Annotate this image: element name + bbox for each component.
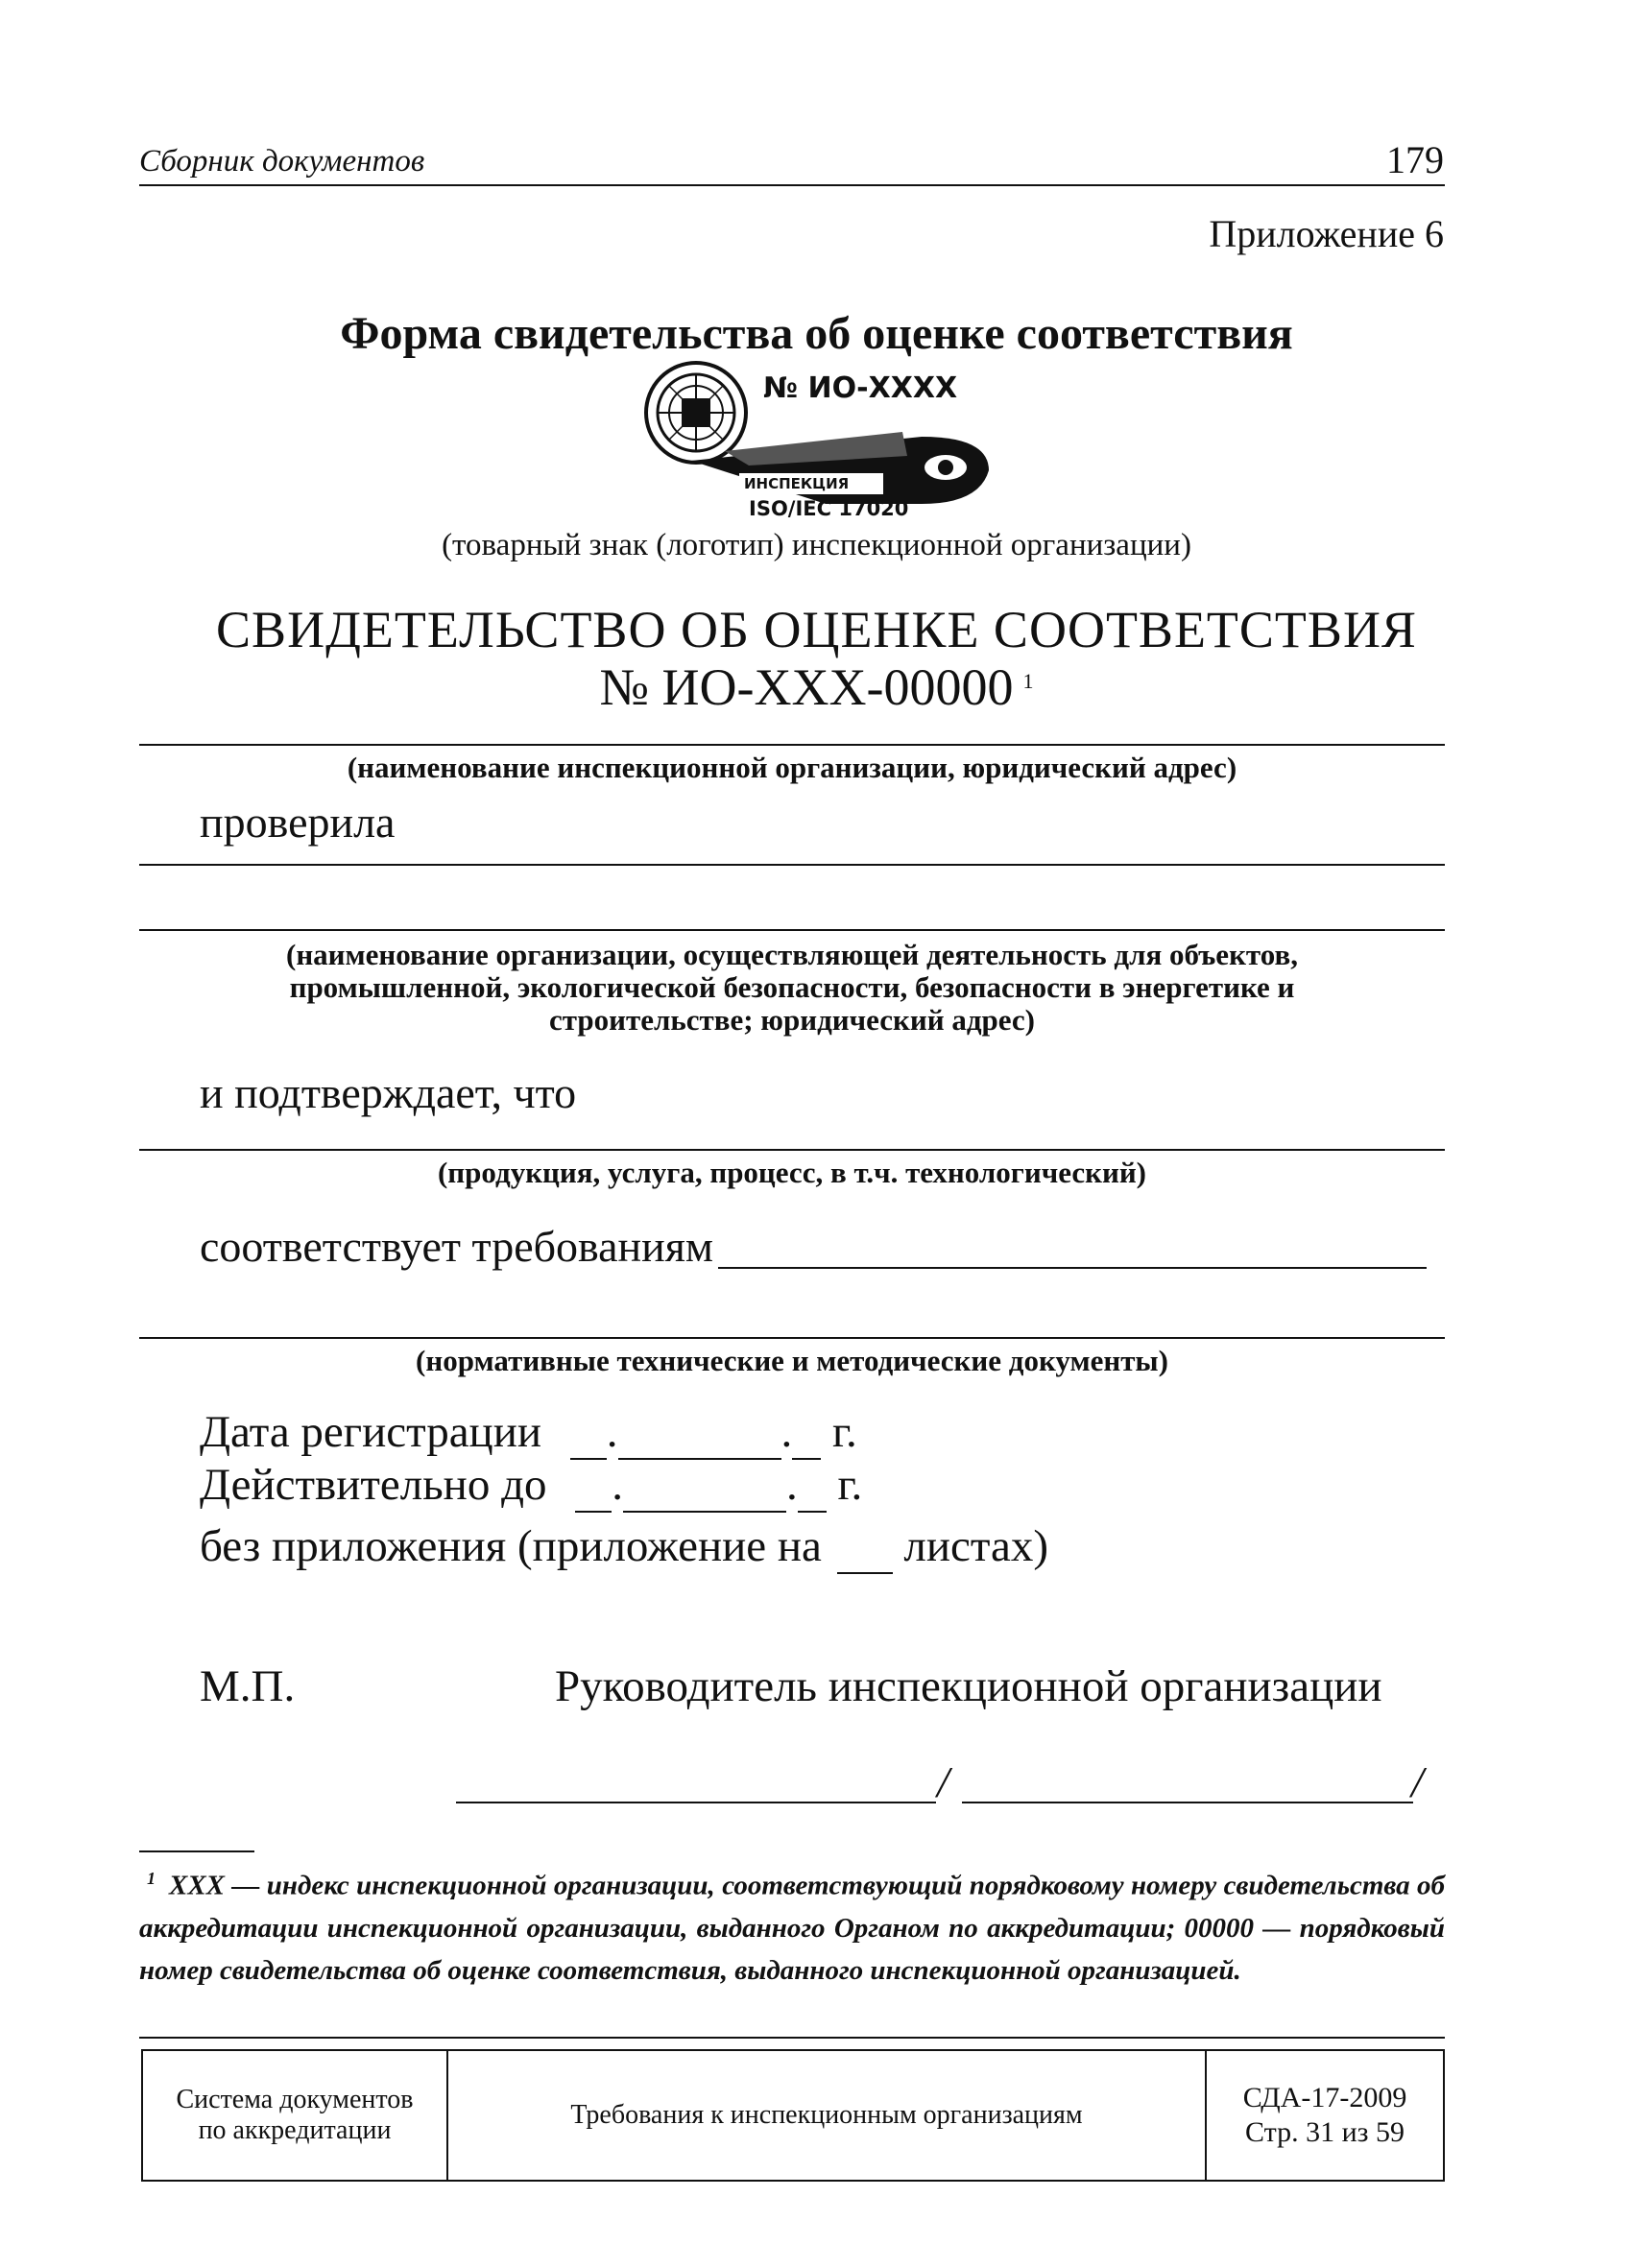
date-dot: . [786,1460,798,1510]
logo-word: ИНСПЕКЦИЯ [744,475,850,492]
registration-day-field[interactable] [570,1406,607,1460]
name-slash: / [1411,1757,1424,1806]
registration-date-row [200,1406,857,1460]
header-rule [139,184,1445,186]
signature-line[interactable] [456,1802,936,1803]
valid-until-label: Действительно до [200,1460,547,1510]
sheets-count-field[interactable] [837,1520,893,1574]
certificate-title: СВИДЕТЕЛЬСТВО ОБ ОЦЕНКЕ СООТВЕТСТВИЯ [216,601,1417,658]
checked-org-caption-line-3: строительстве; юридический адрес) [549,1003,1035,1037]
footer-system-line-1: Система документов [176,2085,414,2114]
fill-line-requirements[interactable] [139,1337,1445,1339]
complies-label: соответствует требованиям [200,1222,714,1271]
date-dot: . [780,1407,793,1457]
appendix-sheets-row [200,1520,1048,1574]
head-label: Руководитель инспекционной организации [555,1661,1382,1711]
signature-slash: / [937,1757,949,1806]
name-line[interactable] [962,1802,1413,1803]
footer-table [141,2049,1445,2182]
footer-system-cell [142,2050,447,2181]
form-title: Форма свидетельства об оценке соответствия [340,308,1293,359]
footer-top-rule [139,2037,1445,2039]
inspection-logo [634,360,998,523]
checked-org-caption [139,939,1445,1037]
logo-number: № ИО-XXXX [763,371,958,405]
appendix-label: Приложение 6 [1209,212,1444,255]
product-caption: (продукция, услуга, процесс, в т.ч. технологический) [437,1156,1147,1189]
fill-line-product[interactable] [139,1149,1445,1151]
checked-org-caption-line-1: (наименование организации, осуществляющей деятельность для объектов, [286,938,1298,971]
fill-line-checked-2[interactable] [139,929,1445,931]
fill-line-requirements-inline[interactable] [718,1267,1427,1269]
registration-month-field[interactable] [618,1406,781,1460]
page-number: 179 [1386,138,1444,181]
footer-page-info: Стр. 31 из 59 [1245,2116,1405,2148]
footnote-ref: 1 [1022,669,1034,693]
sheets-label: листах) [903,1521,1048,1571]
checked-label: проверила [200,798,396,847]
footnote-separator [139,1850,254,1852]
footer-system-line-2: по аккредитации [198,2115,392,2145]
confirms-label: и подтверждает, что [200,1068,577,1117]
footer-code-cell [1206,2050,1444,2181]
valid-year-field[interactable] [798,1459,827,1513]
footnote-text: XXX — индекс инспекционной организации, соответствующий порядковому номеру свидетельства об аккредитации инспекционной организации, выданного Органом по аккредитации; 00000 — порядковый номер свидетельства об оценке соответствия, выданного инспекционной организацией. [139,1870,1445,1986]
year-suffix: г. [832,1407,857,1457]
registration-year-field[interactable] [792,1406,821,1460]
date-dot: . [612,1460,623,1510]
certificate-number: № ИО-XXX-00000 [599,658,1014,716]
running-header-title: Сборник документов [139,144,425,179]
fill-line-checked-1[interactable] [139,864,1445,866]
fill-line-inspection-org[interactable] [139,744,1445,746]
footer-doc-code: СДА-17-2009 [1242,2082,1407,2113]
logo-caption: (товарный знак (логотип) инспекционной организации) [442,528,1191,562]
certificate-number-line [0,657,1633,717]
registration-date-label: Дата регистрации [200,1407,542,1457]
docs-caption: (нормативные технические и методические документы) [416,1344,1168,1377]
footnote-mark: 1 [147,1869,156,1888]
footer-requirements-cell: Требования к инспекционным организациям [447,2050,1206,2181]
seal-label: М.П. [200,1661,296,1711]
checked-org-caption-line-2: промышленной, экологической безопасности, безопасности в энергетике и [289,970,1295,1004]
logo-standard: ISO/IEC 17020 [749,497,909,520]
footnote [139,1857,1445,1992]
valid-day-field[interactable] [575,1459,612,1513]
no-appendix-label: без приложения (приложение на [200,1521,822,1571]
inspection-org-caption: (наименование инспекционной организации, юридический адрес) [347,751,1237,784]
valid-until-row [200,1459,862,1513]
year-suffix: г. [837,1460,863,1510]
date-dot: . [606,1407,618,1457]
valid-month-field[interactable] [623,1459,786,1513]
